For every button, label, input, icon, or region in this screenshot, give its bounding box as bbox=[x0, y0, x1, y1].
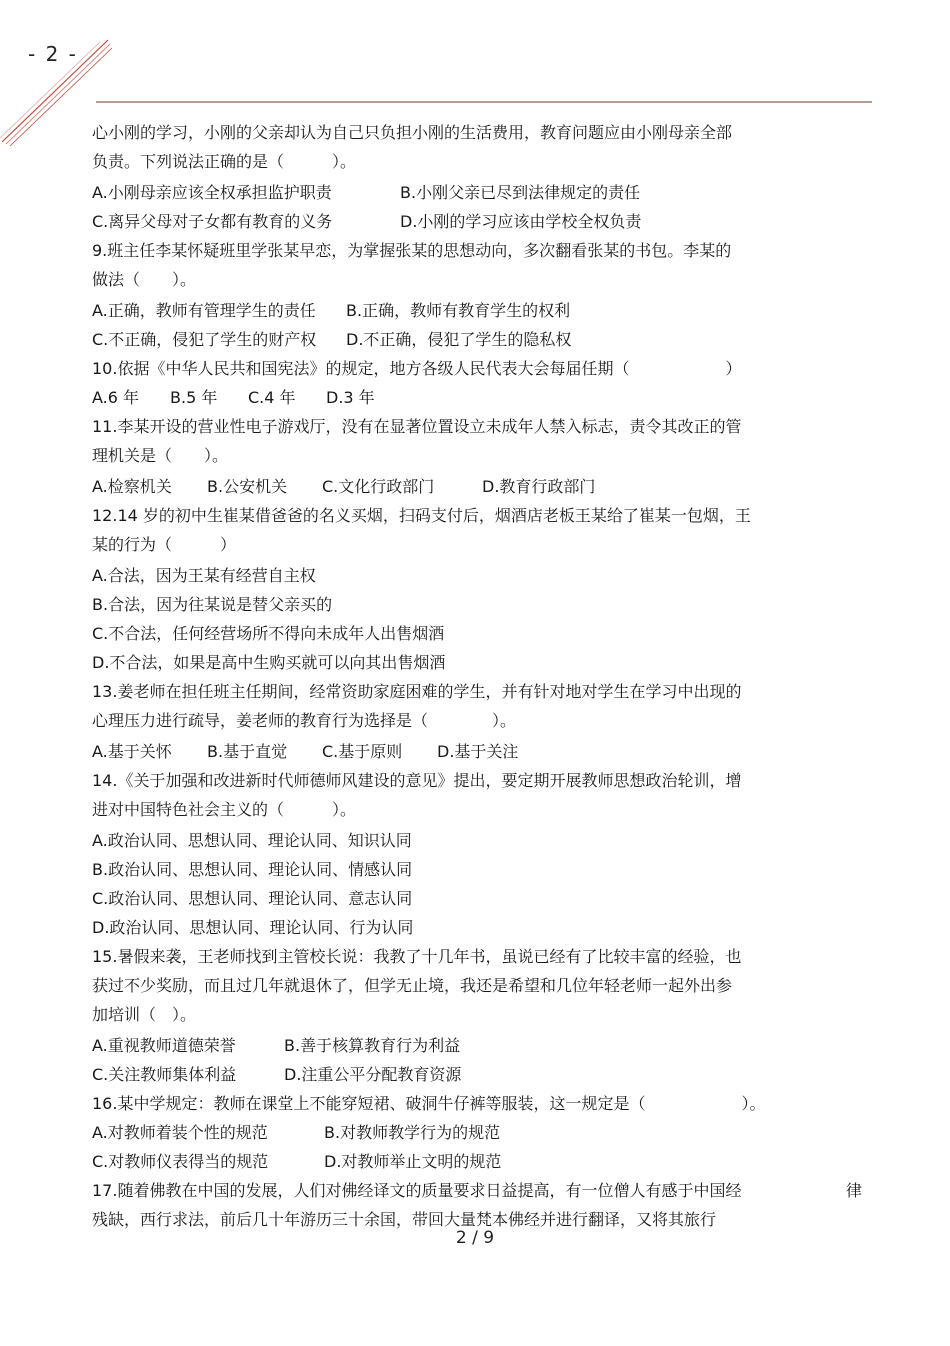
option-a: A.基于关怀 bbox=[92, 742, 172, 761]
option-b: B.合法，因为往某说是替父亲买的 bbox=[92, 595, 333, 614]
option-c: C.政治认同、思想认同、理论认同、意志认同 bbox=[92, 889, 413, 908]
option-a: A.政治认同、思想认同、理论认同、知识认同 bbox=[92, 831, 412, 850]
option-b: B.善于核算教育行为利益 bbox=[284, 1036, 461, 1055]
document-body bbox=[92, 118, 862, 1234]
question-12-text: 某的行为（ ） bbox=[92, 535, 237, 554]
question-9-text: 9.班主任李某怀疑班里学张某早恋，为掌握张某的思想动向，多次翻看张某的书包。李某的 bbox=[92, 241, 732, 260]
option-c: C.不合法，任何经营场所不得向未成年人出售烟酒 bbox=[92, 624, 445, 643]
question-13-text: 13.姜老师在担任班主任期间，经常资助家庭困难的学生，并有针对地对学生在学习中出现的 bbox=[92, 682, 742, 701]
option-a: A.正确，教师有管理学生的责任 bbox=[92, 301, 316, 320]
question-11-text: 11.李某开设的营业性电子游戏厅，没有在显著位置设立未成年人禁入标志，责令其改正的管 bbox=[92, 417, 742, 436]
option-row bbox=[92, 737, 862, 766]
option-a: A.小刚母亲应该全权承担监护职责 bbox=[92, 183, 332, 202]
option-c: C.对教师仪表得当的规范 bbox=[92, 1152, 269, 1171]
option-row bbox=[92, 1031, 862, 1060]
option-c: C.基于原则 bbox=[322, 742, 403, 761]
option-row bbox=[92, 1147, 862, 1176]
question-17-line: 17.随着佛教在中国的发展，人们对佛经译文的质量要求日益提高，有一位僧人有感于中国经 bbox=[92, 1181, 742, 1200]
question-17-text bbox=[92, 1176, 862, 1205]
option-b: B.正确，教师有教育学生的权利 bbox=[346, 301, 571, 320]
option-c: C.不正确，侵犯了学生的财产权 bbox=[92, 330, 317, 349]
question-15-text: 获过不少奖励，而且过几年就退休了，但学无止境，我还是希望和几位年轻老师一起外出参 bbox=[92, 976, 733, 995]
option-b: B.小刚父亲已尽到法律规定的责任 bbox=[400, 183, 641, 202]
question-12-text: 12.14 岁的初中生崔某借爸爸的名义买烟，扫码支付后，烟酒店老板王某给了崔某一包烟，王 bbox=[92, 506, 751, 525]
question-9-text: 做法（ ）。 bbox=[92, 270, 197, 289]
option-row bbox=[92, 383, 862, 412]
question-13-text: 心理压力进行疏导，姜老师的教育行为选择是（ ）。 bbox=[92, 711, 517, 730]
option-a: A.重视教师道德荣誉 bbox=[92, 1036, 236, 1055]
header-page-label: - 2 - bbox=[28, 42, 78, 66]
question-16-text: 16.某中学规定：教师在课堂上不能穿短裙、破洞牛仔裤等服装，这一规定是（ ）。 bbox=[92, 1094, 766, 1113]
question-text-line: 心小刚的学习，小刚的父亲却认为自己只负担小刚的生活费用，教育问题应由小刚母亲全部 bbox=[92, 123, 733, 142]
question-17-line-tail: 律 bbox=[846, 1181, 863, 1200]
option-a: A.合法，因为王某有经营自主权 bbox=[92, 566, 316, 585]
option-b: B.5 年 bbox=[170, 388, 218, 407]
option-a: A.对教师着装个性的规范 bbox=[92, 1123, 268, 1142]
question-text-line: 负责。下列说法正确的是（ ）。 bbox=[92, 152, 357, 171]
question-15-text: 加培训（ ）。 bbox=[92, 1005, 197, 1024]
option-d: D.对教师举止文明的规范 bbox=[324, 1152, 502, 1171]
option-row bbox=[92, 325, 862, 354]
option-a: A.6 年 bbox=[92, 388, 140, 407]
page-number: 2 / 9 bbox=[455, 1228, 495, 1248]
question-15-text: 15.暑假来袭，王老师找到主管校长说：我教了十几年书，虽说已经有了比较丰富的经验，也 bbox=[92, 947, 742, 966]
question-10-text: 10.依据《中华人民共和国宪法》的规定，地方各级人民代表大会每届任期（ ） bbox=[92, 359, 742, 378]
option-row bbox=[92, 207, 862, 236]
option-d: D.小刚的学习应该由学校全权负责 bbox=[400, 212, 642, 231]
option-d: D.不合法，如果是高中生购买就可以向其出售烟酒 bbox=[92, 653, 446, 672]
question-14-text: 14.《关于加强和改进新时代师德师风建设的意见》提出，要定期开展教师思想政治轮训，增 bbox=[92, 771, 742, 790]
option-d: D.3 年 bbox=[326, 388, 375, 407]
option-c: C.离异父母对子女都有教育的义务 bbox=[92, 212, 333, 231]
option-b: B.政治认同、思想认同、理论认同、情感认同 bbox=[92, 860, 413, 879]
option-b: B.对教师教学行为的规范 bbox=[324, 1123, 501, 1142]
question-11-text: 理机关是（ ）。 bbox=[92, 446, 229, 465]
option-row bbox=[92, 1060, 862, 1089]
option-c: C.4 年 bbox=[248, 388, 296, 407]
option-d: D.政治认同、思想认同、理论认同、行为认同 bbox=[92, 918, 414, 937]
question-14-text: 进对中国特色社会主义的（ ）。 bbox=[92, 800, 357, 819]
option-c: C.文化行政部门 bbox=[322, 477, 435, 496]
option-b: B.公安机关 bbox=[207, 477, 288, 496]
option-row bbox=[92, 1118, 862, 1147]
option-row bbox=[92, 178, 862, 207]
option-b: B.基于直觉 bbox=[207, 742, 288, 761]
header-divider bbox=[96, 101, 872, 103]
option-d: D.注重公平分配教育资源 bbox=[284, 1065, 462, 1084]
option-c: C.关注教师集体利益 bbox=[92, 1065, 237, 1084]
option-a: A.检察机关 bbox=[92, 477, 172, 496]
option-row bbox=[92, 296, 862, 325]
option-row bbox=[92, 472, 862, 501]
question-17-line: 残缺，西行求法，前后几十年游历三十余国，带回大量梵本佛经并进行翻译，又将其旅行 bbox=[92, 1210, 717, 1229]
option-d: D.教育行政部门 bbox=[482, 477, 596, 496]
option-d: D.不正确，侵犯了学生的隐私权 bbox=[346, 330, 572, 349]
option-d: D.基于关注 bbox=[437, 742, 519, 761]
